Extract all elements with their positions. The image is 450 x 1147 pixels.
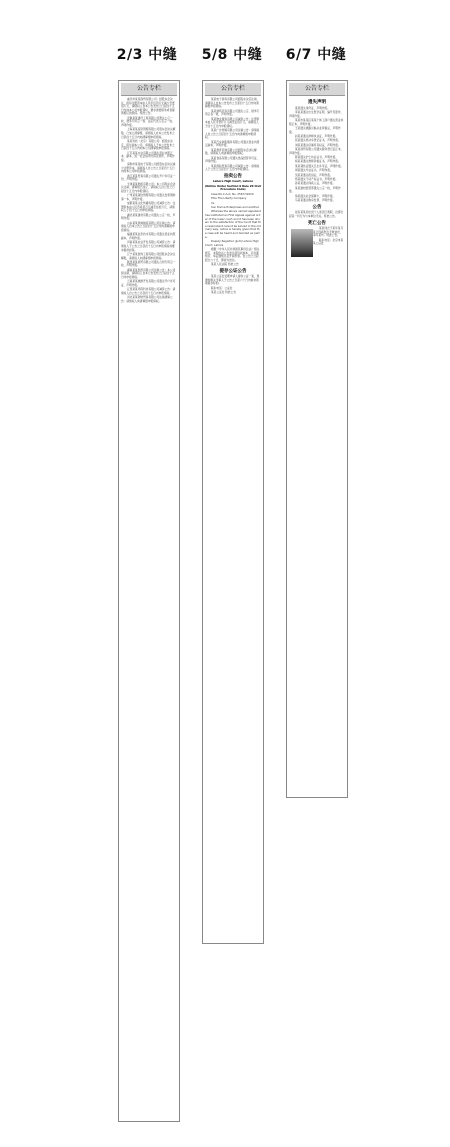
notice-paragraph: 河北某某钢材贸易有限公司注销清算公告：请债权人向清算组申报债权。 bbox=[121, 295, 173, 304]
notice-paragraph: 根据《中华人民共和国民事诉讼法》相关规定，本院依法公告送达起诉状副本、应诉通知书、举证通知书及开庭传票。自公告之日起经过六十日，即视为送达。 bbox=[205, 246, 260, 262]
notice-paragraph: 某某建材经营部遗失公章一枚，声明作废。 bbox=[289, 185, 341, 194]
notice-paragraph: 某某公证处 特此公告 bbox=[211, 290, 237, 295]
notice-paragraph: 郑某遗失不动产权证书，声明作废。 bbox=[295, 177, 338, 182]
notice-paragraph: 成都某某文化传播有限公司减资公告：注册资本由人民币贰佰万元减至伍拾万元，请债权人于四十五日内申报债权。 bbox=[121, 201, 176, 213]
notice-paragraph: 深圳市某某电子有限公司经股东会决议减少注册资本，请债权人自公告之日起四十五日内向本公司申报债权。 bbox=[121, 162, 176, 174]
notice-paragraph: 云南某某旅游开发有限公司遗失开户许可证，声明作废。 bbox=[121, 279, 176, 288]
column-body bbox=[287, 96, 347, 249]
notice-paragraph: 某某人民法院 特此公告 bbox=[211, 262, 239, 267]
notice-paragraph: 广州某某餐饮管理有限公司遗失发票领购簿一本，声明作废。 bbox=[121, 193, 176, 201]
notice-paragraph: 天津某某物流有限公司：本公司股东会决议注销，清算组已成立，请债权人自公告之日起四十五日内申报债权。 bbox=[121, 181, 176, 193]
notice-paragraph: 兹有某某同志因个人原因已离职，自即日起其一切行为与本单位无关。特此公告。 bbox=[289, 210, 344, 218]
notice-paragraph: 某某食品有限公司遗失食品经营许可证，声明作废。 bbox=[205, 155, 260, 164]
notice-paragraph: 某某公证处受理申请人提存公证一案，现通知相关当事人于公告之日起六十日内前来领取提存标的。 bbox=[205, 274, 260, 286]
section-heading: 遗失声明 bbox=[308, 100, 326, 105]
column-header: 公告专栏 bbox=[121, 83, 177, 96]
notice-paragraph: 某某广告传媒有限公司注销公告：请债权人自公告之日起四十五日内向清算组申报债权。 bbox=[205, 128, 260, 140]
notice-paragraph: 赵某某遗失律师执业证，声明作废。 bbox=[295, 133, 338, 138]
notice-paragraph: 福建某某信息技术有限公司遗失营业执照副本，声明作废。 bbox=[121, 232, 176, 240]
column-body bbox=[203, 96, 263, 298]
court-notice-line: Sun Divine Enterprises and another. bbox=[211, 205, 260, 209]
notice-paragraph: 杨某某遗失教师资格证书，声明作废。 bbox=[295, 159, 341, 164]
notice-column-3 bbox=[286, 80, 348, 798]
court-notice-line: Lahore High Court, Lahore bbox=[212, 179, 254, 184]
notice-paragraph: 上海某某投资管理有限公司股东会决议解散，已成立清算组，请债权人自本公告发布之日起四十五日内向清算组申报债权。 bbox=[121, 127, 176, 139]
notice-paragraph: 浙江某某贸易有限公司遗失开户许可证一份，声明作废。 bbox=[121, 173, 176, 182]
column-header: 公告专栏 bbox=[289, 83, 345, 96]
notice-paragraph: 某某商贸有限公司遗失税务登记证正本，声明作废。 bbox=[289, 147, 344, 155]
notice-paragraph: 姜某遗失身份证，声明作废。 bbox=[295, 105, 330, 110]
column-title-3: 6/7 中缝 bbox=[285, 47, 347, 63]
notice-paragraph: 周某遗失毕业证书，声明作废。 bbox=[295, 168, 333, 173]
section-heading: 拍卖公告 bbox=[224, 173, 242, 179]
column-header: 公告专栏 bbox=[205, 83, 261, 96]
court-notice-line: Whereas the above named appellant has instituted an First Appeal against order of the lower court and it has been shown to the satisfaction of the Court that the respondent cannot be served in the ordinary way, notice is hereby given that the case will be heard and decided ex parte. bbox=[205, 209, 261, 239]
column-title-1: 2/3 中缝 bbox=[116, 47, 178, 63]
notice-paragraph: 陕西某某商贸有限公司遗失合同专用章一枚，声明作废。 bbox=[121, 259, 176, 268]
notice-paragraph: 联系电话：北京市某某公证处 bbox=[313, 237, 344, 246]
notice-paragraph: 张某遗失机动车登记证书，声明作废。 bbox=[295, 138, 341, 143]
notice-paragraph: 河南某某农业开发有限公司减资公告：请债权人于公告之日起四十五日内申报债权或要求提供担保。 bbox=[121, 240, 176, 252]
column-body bbox=[119, 96, 179, 306]
notice-paragraph: 某某餐饮店遗失卫生许可证，声明作废。 bbox=[295, 163, 344, 168]
notice-paragraph: 某某市某某区某某个体工商户遗失营业执照正本，声明作废。 bbox=[289, 117, 344, 126]
notice-paragraph: 安徽某某建设工程有限公司遗失公章一枚、财务专用章一枚、法定代表人名章一枚，声明作废。 bbox=[121, 115, 175, 127]
column-title-2: 5/8 中缝 bbox=[201, 47, 263, 63]
notice-paragraph: 联系电话：公证处 bbox=[211, 285, 233, 290]
notice-paragraph: 某某电子商务有限公司经股东决定注销，请债权人自本公告发布之日起四十五日内向清算组申报债权。 bbox=[205, 97, 260, 109]
court-notice-line: Deputy Registrar (Judl) Lahore High Court, Lahore bbox=[205, 238, 259, 247]
portrait-photo bbox=[291, 229, 313, 257]
notice-paragraph: 徐某遗失社会保障卡，声明作废。 bbox=[295, 193, 336, 198]
notice-paragraph: 山东某某机械制造有限公司注销公告：请债权人自本公告之日起四十五日内向清算组申报债权。 bbox=[121, 220, 176, 232]
notice-paragraph: 湖南某某医药有限公司注销公告：本公司拟注销，请债权人自本公告发布之日起四十五日内申报债权。 bbox=[121, 267, 176, 280]
notice-column-1 bbox=[118, 80, 180, 1122]
court-notice-line: (Notice Under Section 9 Rule 20 Civil Procedure Code) bbox=[205, 183, 261, 192]
notice-paragraph: 江苏某某实业有限公司遗失营业执照正本、副本，统一社会信用代码见原件，声明作废。 bbox=[121, 150, 175, 162]
notice-paragraph: 重庆市某某商贸有限公司：经股东会决议，拟将注册资本由人民币伍佰万元减少至壹佰万元，请债权人自本公告发布之日起四十五日内向本公司申报债权，要求清偿债务或者提供相应的担保。特此公告。 bbox=[121, 97, 175, 116]
court-notice-line: Case No.C.A.O. No. 25677/2020 bbox=[211, 191, 254, 196]
notice-paragraph: 辽宁某某装饰工程有限公司经股东会决议解散，请债权人向清算组申报债权。 bbox=[121, 251, 176, 260]
court-notice-line: Title The Liberty Company bbox=[211, 196, 247, 201]
notice-paragraph: 某某汽车销售服务有限公司遗失营业执照正副本，声明作废。 bbox=[205, 139, 260, 148]
notice-paragraph: 某某物业服务有限公司减资公告：注册资本由人民币壹仟万元减至伍佰万元，请债权人于四十五日内申报债权。 bbox=[205, 116, 260, 128]
notice-paragraph: 吴某某遗失报到证，声明作废。 bbox=[295, 172, 333, 177]
notice-paragraph: 马某某遗失购房发票，声明作废。 bbox=[295, 198, 336, 203]
notice-paragraph: 某某教育咨询有限公司经股东会决议解散，请债权人向清算组申报债权。 bbox=[205, 147, 257, 156]
notice-paragraph: 李某某遗失出生医学证明，编号见原件，声明作废。 bbox=[289, 109, 344, 118]
notice-paragraph: 某某科技（北京）有限公司：经股东决定，拟注销本公司，请债权人于本公告发布之日起四十五日内向本公司清算组申报债权。 bbox=[121, 138, 175, 151]
notice-column-2 bbox=[202, 80, 264, 944]
notice-paragraph: 陈某遗失护士执业证书，声明作废。 bbox=[295, 155, 338, 160]
notice-paragraph: 湖北某某建材有限公司遗失公章一枚，声明作废。 bbox=[121, 212, 176, 221]
section-heading: 提存公证公告 bbox=[219, 268, 247, 274]
notice-paragraph: 某某国际贸易有限公司减资公告：请债权人于公告之日起四十五日内申报债权。 bbox=[205, 163, 260, 172]
notice-paragraph: 孙某某遗失残疾人证，声明作废。 bbox=[295, 181, 336, 186]
notice-paragraph: 王某遗失道路运输从业资格证，声明作废。 bbox=[289, 125, 341, 134]
section-heading: 公告 bbox=[312, 204, 322, 210]
notice-paragraph: 刘某某遗失房屋所有权证，声明作废。 bbox=[295, 142, 341, 147]
notice-paragraph: 江西某某环保科技有限公司减资公告：请债权人自公告之日起四十五日内申报债权。 bbox=[121, 287, 176, 296]
section-heading: 死亡公告 bbox=[308, 220, 326, 226]
notice-paragraph: 某某同志于某年某月某日因病医治无效逝世，享年某岁。特此公告。 bbox=[313, 226, 344, 238]
court-notice-line: Vs bbox=[211, 200, 215, 205]
notice-paragraph: 某某建筑劳务有限公司遗失公章、财务专用章各一枚，声明作废。 bbox=[205, 108, 260, 117]
